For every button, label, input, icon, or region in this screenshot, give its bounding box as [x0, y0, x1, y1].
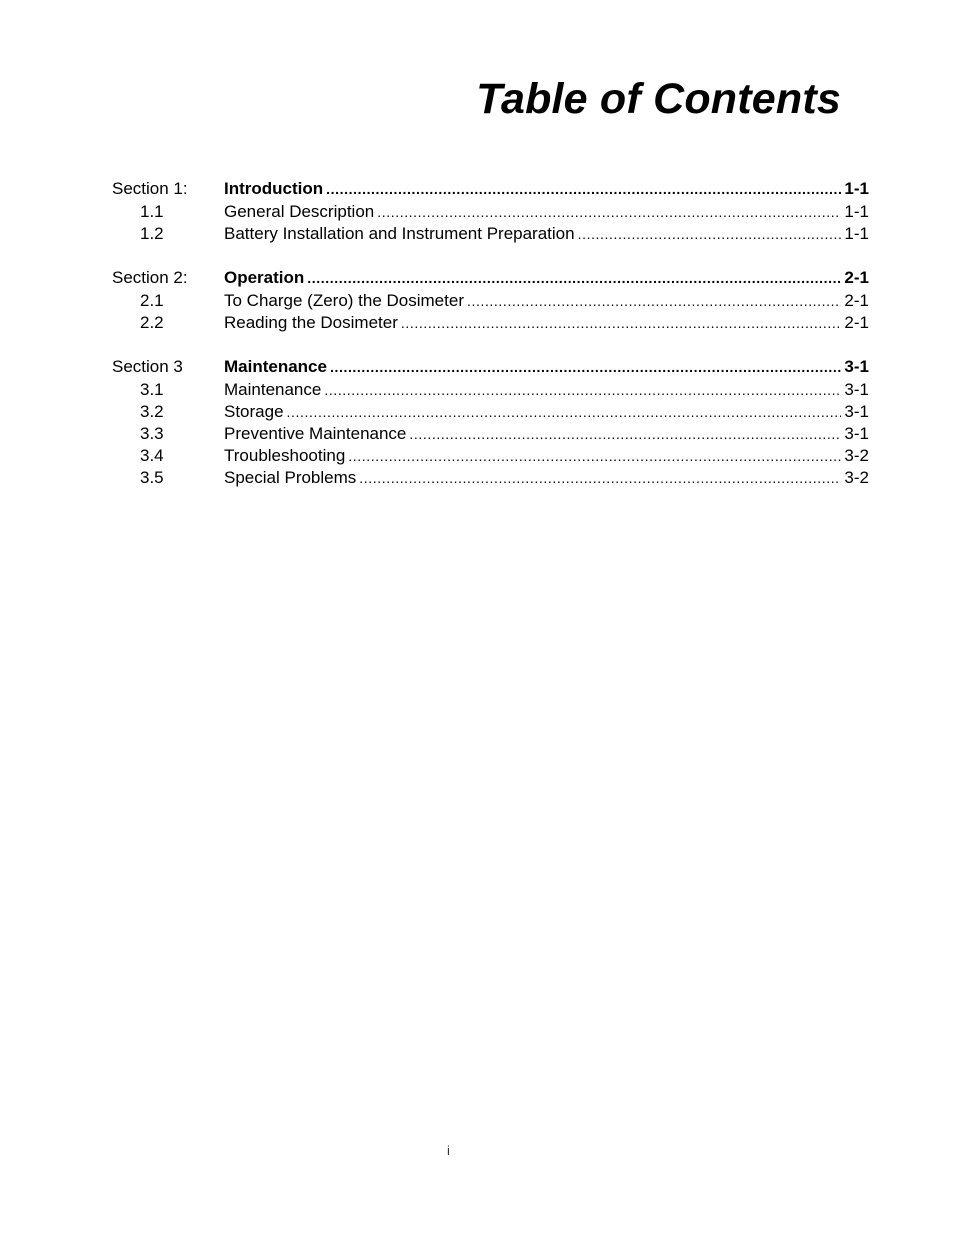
entry-title: Troubleshooting — [224, 446, 346, 465]
entry-title: Storage — [224, 402, 284, 421]
toc-section-heading[interactable] — [112, 177, 869, 201]
page-number: 1-1 — [844, 179, 869, 198]
page-title: Table of Contents — [476, 75, 841, 123]
dot-leader — [359, 467, 841, 489]
entry-title: Special Problems — [224, 468, 357, 487]
section-title: Maintenance — [224, 357, 327, 376]
entry-number: 3.4 — [140, 446, 164, 465]
toc-section-heading[interactable] — [112, 266, 869, 290]
dot-leader — [287, 401, 842, 423]
entry-number: 3.5 — [140, 468, 164, 487]
entry-number: 2.2 — [140, 313, 164, 332]
toc-entry[interactable] — [112, 401, 869, 423]
section-label: Section 2: — [112, 268, 188, 287]
page-number: 3-2 — [844, 468, 869, 487]
entry-number: 1.1 — [140, 202, 164, 221]
page-number: 2-1 — [844, 313, 869, 332]
section-label: Section 3 — [112, 357, 183, 376]
entry-number: 3.3 — [140, 424, 164, 443]
dot-leader — [348, 445, 841, 467]
dot-leader — [307, 266, 841, 290]
entry-title: Battery Installation and Instrument Preparation — [224, 224, 575, 243]
dot-leader — [578, 223, 842, 245]
section-label: Section 1: — [112, 179, 188, 198]
page-number: 3-2 — [844, 446, 869, 465]
dot-leader — [467, 290, 841, 312]
page-folio: i — [447, 1143, 450, 1158]
toc-entry[interactable] — [112, 312, 869, 334]
page-number: 3-1 — [844, 357, 869, 376]
toc-entry[interactable] — [112, 423, 869, 445]
toc-entry[interactable] — [112, 445, 869, 467]
entry-number: 3.1 — [140, 380, 164, 399]
page-number: 2-1 — [844, 291, 869, 310]
section-title: Introduction — [224, 179, 324, 198]
page-number: 2-1 — [844, 268, 869, 287]
toc-section-3 — [112, 355, 869, 489]
entry-title: Reading the Dosimeter — [224, 313, 398, 332]
page-number: 3-1 — [844, 380, 869, 399]
page-number: 1-1 — [844, 224, 869, 243]
toc-entry[interactable] — [112, 467, 869, 489]
table-of-contents — [112, 177, 869, 510]
dot-leader — [330, 355, 841, 379]
dot-leader — [324, 379, 841, 401]
toc-entry[interactable] — [112, 201, 869, 223]
toc-section-1 — [112, 177, 869, 245]
section-title: Operation — [224, 268, 305, 287]
entry-number: 3.2 — [140, 402, 164, 421]
page-number: 3-1 — [844, 402, 869, 421]
entry-title: General Description — [224, 202, 375, 221]
entry-title: To Charge (Zero) the Dosimeter — [224, 291, 464, 310]
dot-leader — [401, 312, 842, 334]
dot-leader — [377, 201, 841, 223]
page-number: 3-1 — [844, 424, 869, 443]
page-number: 1-1 — [844, 202, 869, 221]
entry-number: 2.1 — [140, 291, 164, 310]
entry-title: Maintenance — [224, 380, 322, 399]
dot-leader — [326, 177, 841, 201]
dot-leader — [409, 423, 841, 445]
entry-title: Preventive Maintenance — [224, 424, 407, 443]
entry-number: 1.2 — [140, 224, 164, 243]
toc-entry[interactable] — [112, 223, 869, 245]
toc-entry[interactable] — [112, 379, 869, 401]
toc-section-heading[interactable] — [112, 355, 869, 379]
toc-entry[interactable] — [112, 290, 869, 312]
toc-section-2 — [112, 266, 869, 334]
